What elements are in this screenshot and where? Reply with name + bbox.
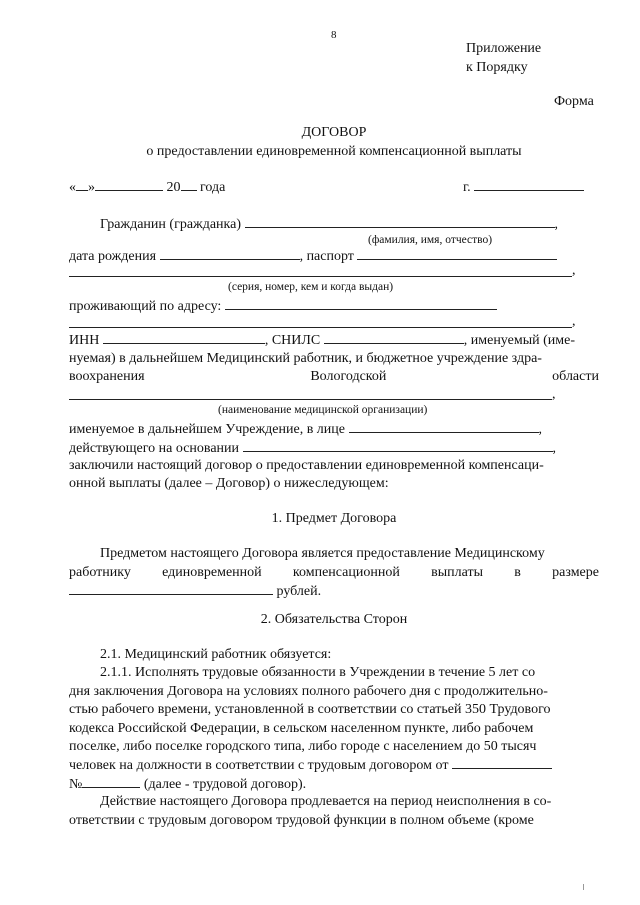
citizen-line [100,215,558,234]
date-line [69,178,225,197]
year-prefix: 20 [166,180,181,195]
number-sign: № [69,777,83,792]
document-subtitle: о предоставлении единовременной компенсационной выплаты [146,144,522,159]
snils-field[interactable] [324,331,464,344]
form-label: Форма [554,94,594,109]
address-label: проживающий по адресу: [69,299,222,314]
body-word: Вологодской [310,369,387,384]
inn-label: ИНН [69,333,100,348]
citizen-name-field[interactable] [245,215,555,228]
labor-contract-number-field[interactable] [82,775,140,788]
address-continuation-field[interactable] [69,327,572,328]
birth-date-field[interactable] [160,247,300,260]
amount-line [69,582,321,601]
s1-word: в [514,565,521,580]
contract-number-line [69,775,306,794]
address-field[interactable] [225,297,497,310]
organization-hint: (наименование медицинской организации) [218,404,428,416]
passport-hint: (серия, номер, кем и когда выдан) [228,281,394,293]
birth-label: дата рождения [69,249,157,264]
passport-field[interactable] [357,247,557,260]
section2-heading: 2. Обязательства Сторон [260,612,408,627]
labor-contract-label: (далее - трудовой договор). [143,777,307,792]
passport-continuation-field[interactable] [69,276,572,277]
year-suffix: года [200,180,226,195]
representative-field[interactable] [349,420,539,433]
clause-2-1-1-line-2: дня заключения Договора на условиях полного рабочего дня с продолжительно- [69,684,548,699]
effect-line-1: Действие настоящего Договора продлевается на период неисполнения в со- [100,794,552,809]
clause-2-1-1-line-3: стью рабочего времени, установленной в соответствии со статьей 350 Трудового [69,702,551,717]
address-line [69,297,497,316]
city-field[interactable] [474,178,584,191]
comma: , [538,422,542,437]
rubles-label: рублей. [276,584,322,599]
month-field[interactable] [95,178,163,191]
appendix-line1: Приложение [466,41,542,56]
labor-contract-text: человек на должности в соответствии с трудовым договором от [69,758,449,773]
effect-line-2: ответствии с трудовым договором трудовой функции в полном объеме (кроме [69,813,534,828]
amount-field[interactable] [69,582,273,595]
citizen-label: Гражданин (гражданка) [100,217,241,232]
quote-open: « [69,180,76,195]
body-word: воохранения [69,369,145,384]
city-line [463,178,584,197]
acting-line [69,439,556,458]
basis-field[interactable] [243,439,553,452]
named-label: , именуемый (име- [463,333,575,348]
clause-2-1-1-line-4: кодекса Российской Федерации, в сельском населенном пункте, либо рабочем [69,721,534,736]
snils-label: , СНИЛС [264,333,321,348]
s1-word: работнику [69,565,131,580]
clause-2-1-1-line-1: 2.1.1. Исполнять трудовые обязанности в Учреждении в течение 5 лет со [100,665,536,680]
s1-word: компенсационной [292,565,400,580]
passport-label: , паспорт [299,249,354,264]
inn-snils-line [69,331,575,350]
inn-field[interactable] [103,331,265,344]
clause-2-1: 2.1. Медицинский работник обязуется: [100,647,332,662]
page-number: 8 [331,29,337,41]
organization-field[interactable] [69,399,552,400]
body-word: области [552,369,599,384]
labor-contract-date-field[interactable] [452,756,552,769]
clause-2-1-1-line-5: поселке, либо поселке городского типа, либо городе с населением до 50 тысяч [69,739,537,754]
comma: , [554,217,558,232]
section1-line-2 [69,564,599,582]
concluded-line-1: заключили настоящий договор о предоставлении единовременной компенсаци- [69,458,544,473]
comma: , [572,314,576,329]
day-field[interactable] [76,178,88,191]
s1-word: единовременной [162,565,262,580]
institution-label: именуемое в дальнейшем Учреждение, в лице [69,422,345,437]
concluded-line-2: онной выплаты (далее – Договор) о нижеследующем: [69,476,389,491]
birth-passport-line [69,247,557,266]
s1-word: размере [552,565,599,580]
scan-mark [583,884,584,890]
citizen-name-hint: (фамилия, имя, отчество) [368,234,493,246]
comma: , [552,441,557,456]
quote-close: » [88,180,95,195]
section1-heading: 1. Предмет Договора [271,511,397,526]
comma: , [552,387,556,402]
city-prefix: г. [463,180,471,195]
clause-2-1-1-line-6 [69,756,552,775]
s1-word: выплаты [431,565,483,580]
acting-label: действующего на основании [69,441,240,456]
appendix-line2: к Порядку [466,60,528,75]
year-field[interactable] [181,178,197,191]
institution-line [69,420,542,439]
body-line-1: нуемая) в дальнейшем Медицинский работник, и бюджетное учреждение здра- [69,351,542,366]
comma: , [572,263,576,278]
document-title: ДОГОВОР [301,125,367,140]
section1-line-1: Предметом настоящего Договора является предоставление Медицинскому [100,546,545,561]
body-line-2 [69,368,599,386]
